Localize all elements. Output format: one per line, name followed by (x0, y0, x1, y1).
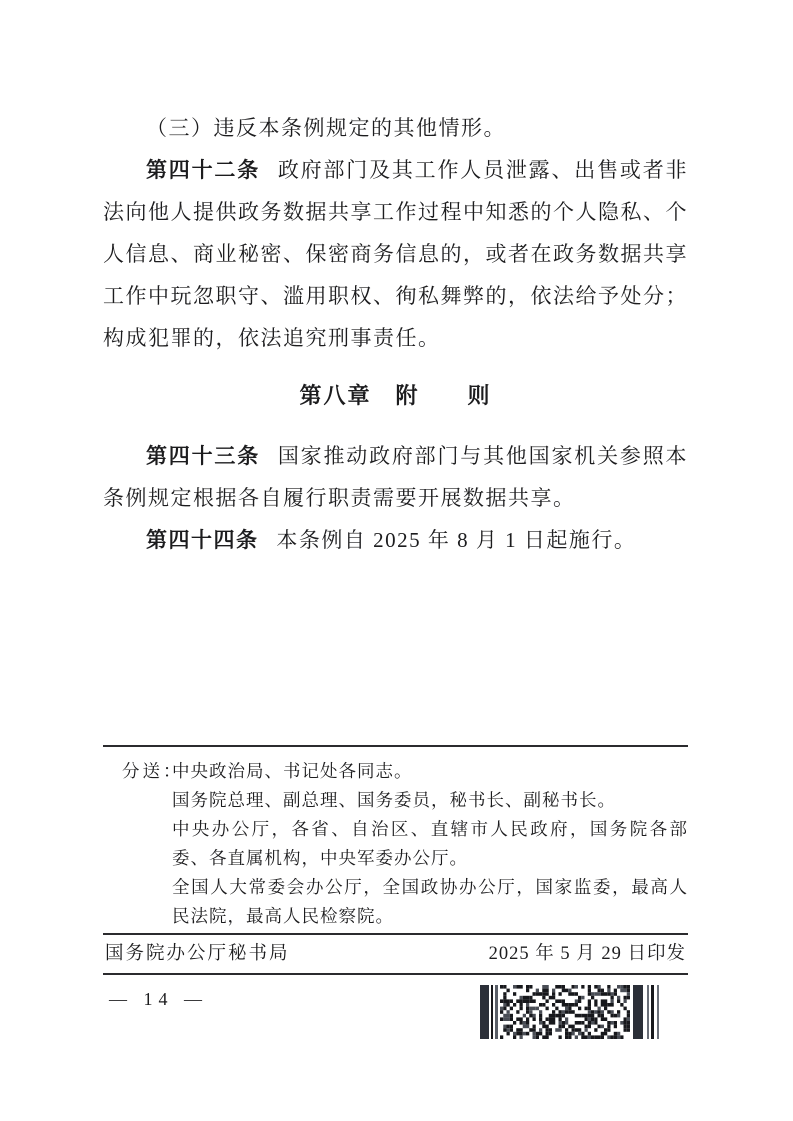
print-date: 2025 年 5 月 29 日印发 (488, 944, 686, 964)
article-43-number: 第四十三条 (146, 444, 261, 468)
pdf417-barcode-icon (480, 985, 670, 1039)
body-text (103, 107, 688, 561)
dispatch-label: 分送： (122, 761, 184, 781)
article-43 (103, 435, 688, 519)
article-42-number: 第四十二条 (146, 158, 261, 182)
article-42 (103, 149, 688, 359)
page-content (103, 0, 688, 1039)
article-43-text: 国家推动政府部门与其他国家机关参照本条例规定根据各自履行职责需要开展数据共享。 (103, 444, 689, 510)
article-42-text: 政府部门及其工作人员泄露、出售或者非法向他人提供政务数据共享工作过程中知悉的个人隐私、个人信息、商业秘密、保密商务信息的，或者在政务数据共享工作中玩忽职守、滥用职权、徇私舞弊的，依法给予处分；构成犯罪的，依法追究刑事责任。 (103, 158, 689, 350)
dispatch-item: 国务院总理、副总理、国务委员，秘书长、副秘书长。 (172, 790, 616, 810)
dispatch-item: 全国人大常委会办公厅，全国政协办公厅，国家监委，最高人民法院，最高人民检察院。 (172, 877, 688, 926)
chapter-heading: 第八章 附 则 (299, 383, 492, 408)
imprint-row (103, 933, 688, 975)
article-44-text: 本条例自 2025 年 8 月 1 日起施行。 (276, 528, 637, 552)
issuing-office: 国务院办公厅秘书局 (105, 944, 290, 964)
dispatch-item: 中央办公厅，各省、自治区、直辖市人民政府，国务院各部委、各直属机构，中央军委办公厅。 (172, 819, 688, 868)
dispatch-item: 中央政治局、书记处各同志。 (172, 761, 413, 781)
dispatch-block (103, 745, 688, 933)
page-number: — 14 — (109, 989, 208, 1009)
bottom-row (103, 975, 688, 1039)
article-44-number: 第四十四条 (146, 528, 259, 552)
article-44 (103, 519, 688, 561)
clause-item-3: （三）违反本条例规定的其他情形。 (146, 116, 506, 140)
